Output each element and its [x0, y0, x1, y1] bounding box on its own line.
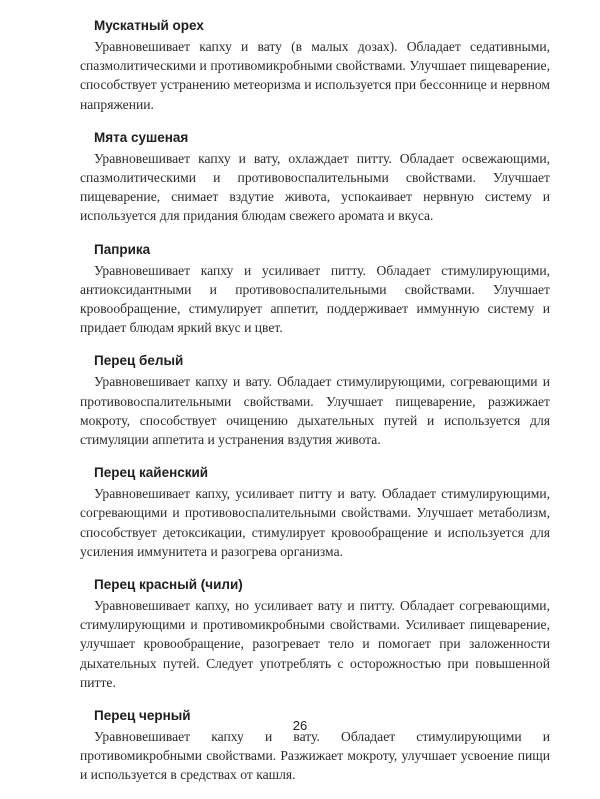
entry-paprika — [80, 240, 550, 338]
entry-title: Перец черный — [94, 708, 191, 724]
entry-red-chili-pepper — [80, 575, 550, 692]
entry-text: Уравновешивает капху и усиливает питту. Обладает стимулирующими, антиоксидантными и противовоспалительными свойствами. Улучшает кровообращение, стимулирует аппетит, поддерживает иммунную систему и придает блюдам яркий вкус и цвет. — [80, 262, 550, 336]
entry-title: Мята сушеная — [94, 129, 189, 145]
page-content — [80, 16, 550, 799]
entry-dried-mint — [80, 128, 550, 226]
entry-title: Перец кайенский — [94, 465, 209, 481]
entry-text: Уравновешивает капху и вату (в малых дозах). Обладает седативными, спазмолитическими и противомикробными свойствами. Улучшает пищеварение, способствует устранению метеоризма и используется при бессоннице и нервном напряжении. — [80, 39, 550, 112]
entry-text: Уравновешивает капху, усиливает питту и вату. Обладает стимулирующими, согревающими и противовоспалительными свойствами. Улучшает метаболизм, способствует детоксикации, стимулирует кровообращение и используется для усиления иммунитета и разогрева организма. — [80, 486, 550, 559]
entry-text: Уравновешивает капху и вату, охлаждает питту. Обладает освежающими, спазмолитическими и противовоспалительными свойствами. Улучшает пищеварение, снимает вздутие живота, успокаивает нервную систему и используется для придания блюдам свежего аромата и вкуса. — [80, 150, 550, 224]
entry-title: Паприка — [94, 241, 151, 257]
entry-title: Мускатный орех — [94, 18, 204, 33]
entry-title: Перец белый — [94, 353, 184, 369]
page-number: 26 — [292, 718, 308, 733]
entry-text: Уравновешивает капху и вату. Обладает стимулирующими, согревающими и противовоспалительными свойствами. Улучшает пищеварение, разжижает мокроту, способствует очищению дыхательных путей и используется для стимуляции аппетита и устранения вздутия живота. — [80, 374, 550, 448]
entry-text: Уравновешивает капху, но усиливает вату и питту. Обладает согревающими, стимулирующими и противомикробными свойствами. Усиливает пищеварение, улучшает кровообращение, разогревает тело и помогает при заложенности дыхательных путей. Следует употреблять с осторожностью при повышенной питте. — [80, 598, 550, 690]
entry-text: Уравновешивает капху и вату. Обладает стимулирующими и противомикробными свойствами. Разжижает мокроту, улучшает усвоение пищи и используется в средствах от кашля. — [80, 729, 550, 783]
entry-nutmeg — [80, 16, 550, 114]
entry-cayenne-pepper — [80, 463, 550, 561]
entry-title: Перец красный (чили) — [94, 577, 243, 593]
entry-white-pepper — [80, 351, 550, 449]
